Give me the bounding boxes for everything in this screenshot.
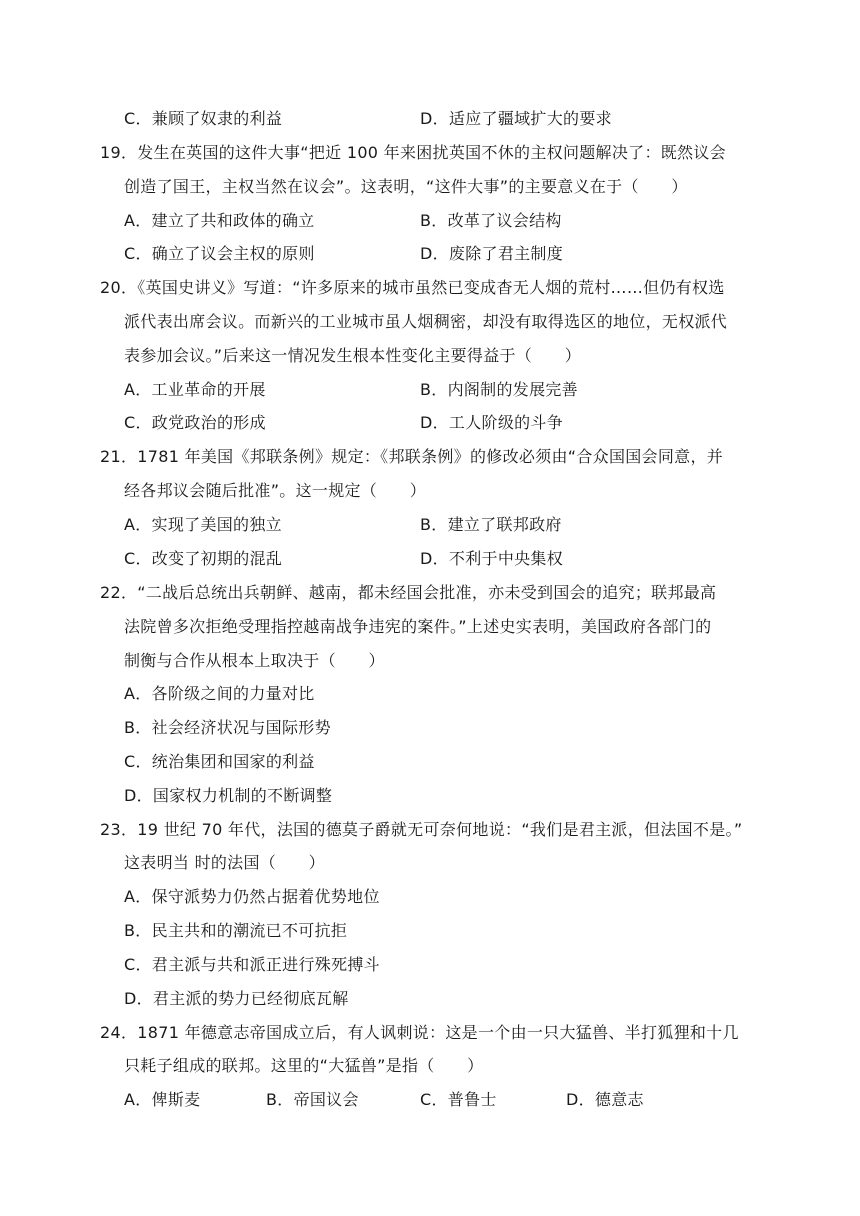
q22-option-c: C．统治集团和国家的利益 (124, 752, 315, 771)
q23-stem-line-1: 23．19 世纪 70 年代，法国的德莫子爵就无可奈何地说：“我们是君主派，但法国不是。” (100, 820, 743, 839)
q22-option-b: B．社会经济状况与国际形势 (124, 718, 331, 737)
q19-stem-line-1: 19．发生在英国的这件大事“把近 100 年来困扰英国不休的主权问题解决了：既然议会 (100, 143, 726, 162)
q20-option-a: A．工业革命的开展 (124, 380, 266, 399)
q18-option-c: C．兼顾了奴隶的利益 (124, 109, 283, 128)
q24-option-c: C．普鲁士 (420, 1090, 497, 1109)
q23-stem-line-2: 这表明当 时的法国（ ） (124, 853, 325, 872)
q24-stem-line-1: 24．1871 年德意志帝国成立后，有人讽刺说：这是一个由一只大猛兽、半打狐狸和十几 (100, 1023, 739, 1042)
q24-stem-line-2: 只耗子组成的联邦。这里的“大猛兽”是指（ ） (124, 1056, 484, 1075)
q19-option-b: B．改革了议会结构 (420, 211, 562, 230)
q21-stem-line-1: 21．1781 年美国《邦联条例》规定：《邦联条例》的修改必须由“合众国国会同意，并 (100, 447, 724, 466)
q22-option-a: A．各阶级之间的力量对比 (124, 684, 315, 703)
q19-stem-line-2: 创造了国王，主权当然在议会”。这表明，“这件大事”的主要意义在于（ ） (124, 177, 688, 196)
q20-option-b: B．内阁制的发展完善 (420, 380, 578, 399)
q19-option-a: A．建立了共和政体的确立 (124, 211, 315, 230)
q22-stem-line-2: 法院曾多次拒绝受理指控越南战争违宪的案件。”上述史实表明，美国政府各部门的 (124, 617, 712, 636)
q22-stem-line-1: 22．“二战后总统出兵朝鲜、越南，都未经国会批准，亦未受到国会的追究；联邦最高 (100, 583, 717, 602)
q23-option-a: A．保守派势力仍然占据着优势地位 (124, 887, 380, 906)
q24-option-d: D．德意志 (566, 1090, 644, 1109)
q21-option-a: A．实现了美国的独立 (124, 515, 282, 534)
q21-option-c: C．改变了初期的混乱 (124, 549, 283, 568)
q20-option-d: D．工人阶级的斗争 (420, 413, 564, 432)
q19-option-c: C．确立了议会主权的原则 (124, 244, 315, 263)
q24-option-b: B．帝国议会 (266, 1090, 359, 1109)
q22-option-d: D．国家权力机制的不断调整 (124, 786, 333, 805)
q20-option-c: C．政党政治的形成 (124, 413, 266, 432)
q21-stem-line-2: 经各邦议会随后批准”。这一规定（ ） (124, 481, 426, 500)
q20-stem-line-2: 派代表出席会议。而新兴的工业城市虽人烟稠密，却没有取得选区的地位，无权派代 (124, 312, 728, 331)
q20-stem-line-3: 表参加会议。”后来这一情况发生根本性变化主要得益于（ ） (124, 346, 581, 365)
q18-option-d: D．适应了疆域扩大的要求 (420, 109, 612, 128)
q23-option-b: B．民主共和的潮流已不可抗拒 (124, 921, 348, 940)
q22-stem-line-3: 制衡与合作从根本上取决于（ ） (124, 651, 385, 670)
q21-option-d: D．不利于中央集权 (420, 549, 564, 568)
q23-option-d: D．君主派的势力已经彻底瓦解 (124, 989, 349, 1008)
q24-option-a: A．俾斯麦 (124, 1090, 201, 1109)
q23-option-c: C．君主派与共和派正进行殊死搏斗 (124, 955, 380, 974)
q21-option-b: B．建立了联邦政府 (420, 515, 562, 534)
q19-option-d: D．废除了君主制度 (420, 244, 564, 263)
q20-stem-line-1: 20．《英国史讲义》写道：“许多原来的城市虽然已变成杳无人烟的荒村……但仍有权选 (100, 278, 725, 297)
